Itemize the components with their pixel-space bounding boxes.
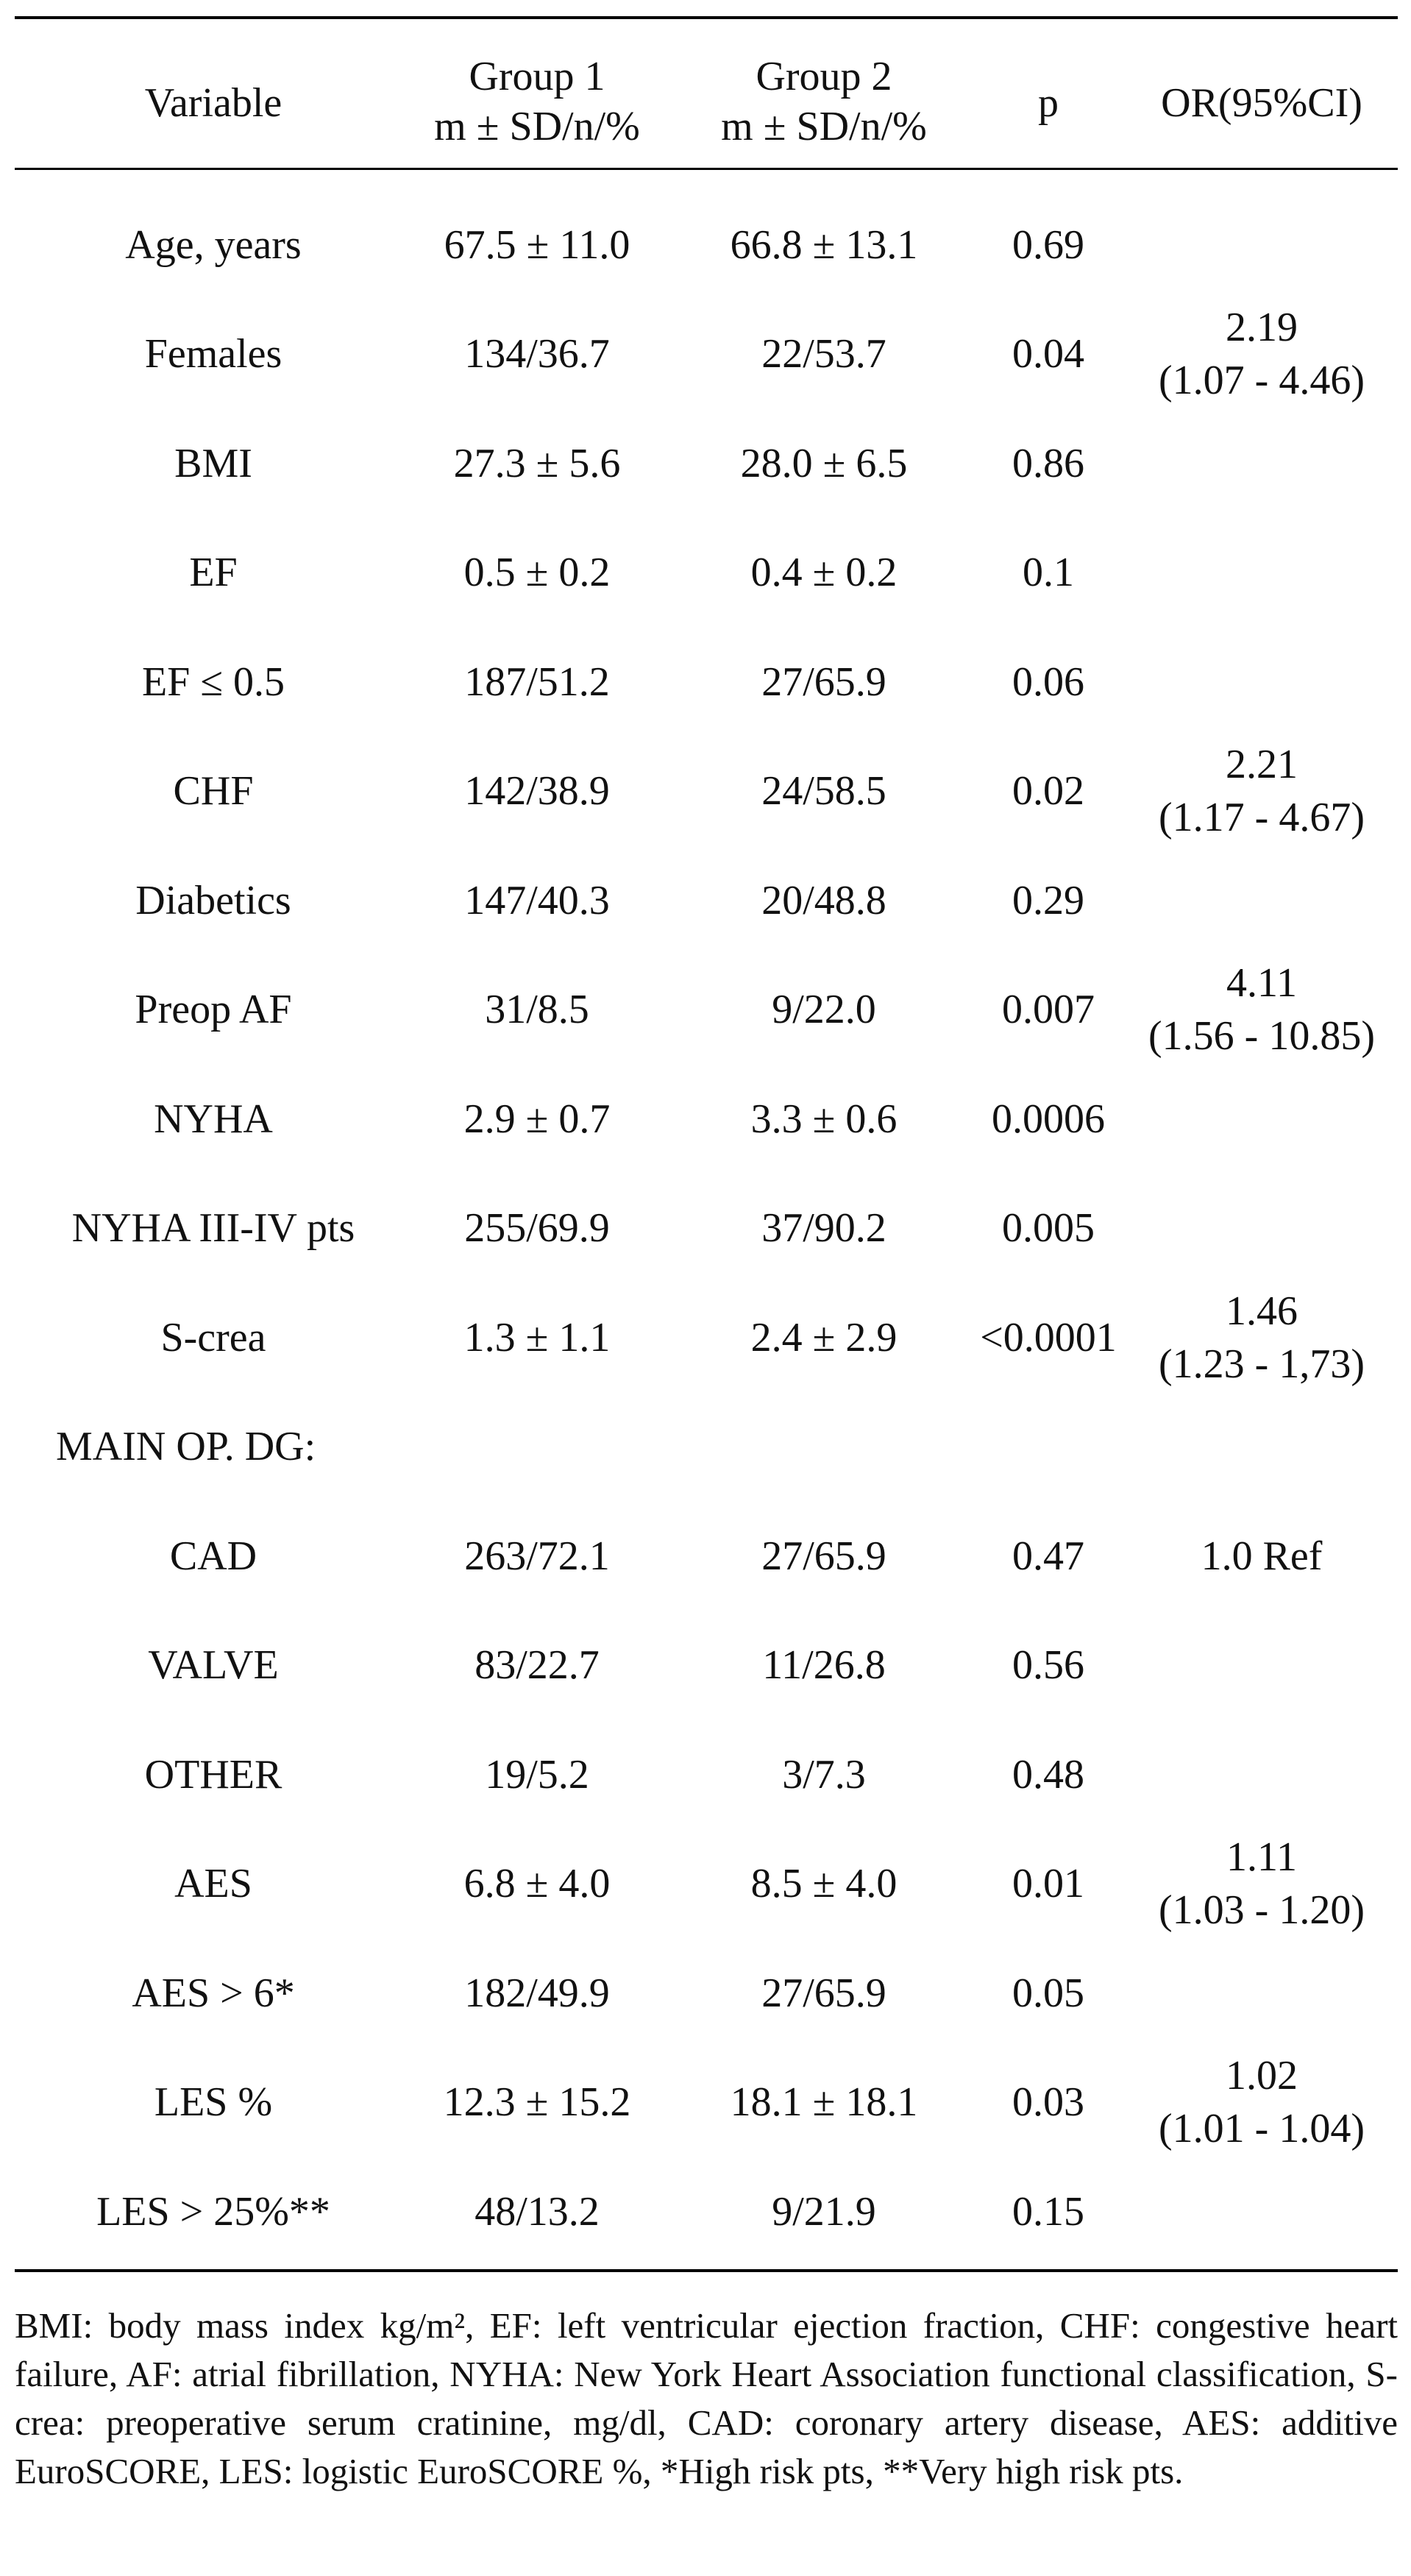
- section-label: MAIN OP. DG:: [56, 1424, 316, 1469]
- row-variable: Age, years: [125, 222, 302, 268]
- row-group1-value: 147/40.3: [464, 878, 610, 923]
- row-group2-value: 2.4 ± 2.9: [750, 1315, 898, 1360]
- row-group1-value: 67.5 ± 11.0: [444, 222, 630, 268]
- row-group1-value: 182/49.9: [464, 1970, 610, 2016]
- row-group1-value: 142/38.9: [464, 768, 610, 814]
- row-p-value: <0.0001: [980, 1315, 1117, 1360]
- row-p-value: 0.86: [1012, 441, 1084, 486]
- row-group2-value: 9/21.9: [772, 2189, 876, 2235]
- row-group2-value: 27/65.9: [761, 1533, 886, 1579]
- row-p-value: 0.29: [1012, 878, 1084, 923]
- row-variable: BMI: [174, 441, 252, 486]
- row-group2-value: 3/7.3: [782, 1752, 866, 1798]
- row-variable: Preop AF: [135, 987, 292, 1032]
- row-p-value: 0.05: [1012, 1970, 1084, 2016]
- row-p-value: 0.007: [1002, 987, 1095, 1032]
- row-group1-value: 263/72.1: [464, 1533, 610, 1579]
- row-variable: LES > 25%**: [96, 2189, 330, 2235]
- row-p-value: 0.005: [1002, 1205, 1095, 1251]
- row-group1-value: 83/22.7: [475, 1642, 600, 1688]
- row-group2-value: 37/90.2: [761, 1205, 886, 1251]
- row-variable: EF: [189, 550, 238, 595]
- row-odds-ratio: [1126, 738, 1398, 844]
- row-group1-value: 6.8 ± 4.0: [463, 1861, 611, 1906]
- row-variable: OTHER: [144, 1752, 282, 1798]
- row-group2-value: 18.1 ± 18.1: [730, 2079, 918, 2125]
- row-variable: AES: [174, 1861, 252, 1906]
- odds-ratio-ci: (1.56 - 10.85): [1148, 1013, 1375, 1059]
- odds-ratio-ci: (1.17 - 4.67): [1159, 795, 1365, 840]
- row-group1-value: 27.3 ± 5.6: [453, 441, 621, 486]
- row-group2-value: 27/65.9: [761, 659, 886, 705]
- row-p-value: 0.15: [1012, 2189, 1084, 2235]
- row-group2-value: 8.5 ± 4.0: [750, 1861, 898, 1906]
- row-p-value: 0.02: [1012, 768, 1084, 814]
- row-group1-value: 12.3 ± 15.2: [443, 2079, 631, 2125]
- header-group2: [684, 52, 964, 152]
- row-p-value: 0.1: [1023, 550, 1074, 595]
- row-variable: VALVE: [148, 1642, 279, 1688]
- row-p-value: 0.69: [1012, 222, 1084, 268]
- row-variable: S-crea: [160, 1315, 266, 1360]
- odds-ratio-value: 1.11: [1226, 1834, 1297, 1880]
- row-group2-value: 9/22.0: [772, 987, 876, 1032]
- odds-ratio-ci: (1.07 - 4.46): [1159, 358, 1365, 403]
- row-group1-value: 1.3 ± 1.1: [463, 1315, 611, 1360]
- header-group1-subtitle: m ± SD/n/%: [434, 104, 640, 149]
- row-variable: LES %: [154, 2079, 273, 2125]
- row-group2-value: 11/26.8: [762, 1642, 886, 1688]
- header-variable: Variable: [144, 80, 282, 126]
- row-group2-value: 0.4 ± 0.2: [750, 550, 898, 595]
- header-p: p: [1038, 80, 1059, 126]
- odds-ratio-value: 1.46: [1226, 1288, 1298, 1334]
- header-or: OR(95%CI): [1161, 80, 1362, 126]
- row-p-value: 0.47: [1012, 1533, 1084, 1579]
- row-variable: Diabetics: [135, 878, 291, 923]
- row-group1-value: 48/13.2: [475, 2189, 600, 2235]
- header-group1: [405, 52, 669, 152]
- row-p-value: 0.48: [1012, 1752, 1084, 1798]
- header-group1-title: Group 1: [469, 54, 605, 99]
- row-group1-value: 19/5.2: [485, 1752, 589, 1798]
- row-variable: NYHA: [154, 1096, 273, 1142]
- row-p-value: 0.0006: [992, 1096, 1105, 1142]
- row-group1-value: 0.5 ± 0.2: [463, 550, 611, 595]
- row-p-value: 0.01: [1012, 1861, 1084, 1906]
- row-odds-ratio: [1126, 2049, 1398, 2155]
- odds-ratio-value: 2.19: [1226, 305, 1298, 350]
- row-group1-value: 2.9 ± 0.7: [463, 1096, 611, 1142]
- row-group2-value: 22/53.7: [761, 331, 886, 377]
- odds-ratio-value: 1.0 Ref: [1201, 1533, 1323, 1579]
- row-group1-value: 255/69.9: [464, 1205, 610, 1251]
- row-variable: CAD: [169, 1533, 257, 1579]
- row-variable: AES > 6*: [132, 1970, 295, 2016]
- row-p-value: 0.06: [1012, 659, 1084, 705]
- odds-ratio-value: 1.02: [1226, 2053, 1298, 2098]
- table-footnote: BMI: body mass index kg/m², EF: left ventricular ejection fraction, CHF: congestive heart failure, AF: atrial fibrillation, NYHA: New York Heart Association functional classification, S-crea: preoperative serum cratinine, mg/dl, CAD: coronary artery disease, AES: additive EuroSCORE, LES: logistic EuroSCORE %, *High risk pts, **Very high risk pts.: [15, 2305, 1398, 2491]
- row-variable: Females: [144, 331, 282, 377]
- row-odds-ratio: [1126, 1285, 1398, 1391]
- row-group2-value: 66.8 ± 13.1: [730, 222, 918, 268]
- row-odds-ratio: [1126, 1530, 1398, 1583]
- row-variable: CHF: [173, 768, 254, 814]
- row-odds-ratio: [1126, 301, 1398, 407]
- table-header-rule: [15, 168, 1398, 170]
- row-group2-value: 28.0 ± 6.5: [740, 441, 908, 486]
- row-group2-value: 24/58.5: [761, 768, 886, 814]
- row-group2-value: 20/48.8: [761, 878, 886, 923]
- row-p-value: 0.03: [1012, 2079, 1084, 2125]
- odds-ratio-ci: (1.01 - 1.04): [1159, 2106, 1365, 2151]
- header-group2-title: Group 2: [756, 54, 892, 99]
- row-variable: EF ≤ 0.5: [141, 659, 285, 705]
- row-odds-ratio: [1126, 957, 1398, 1062]
- row-group2-value: 3.3 ± 0.6: [750, 1096, 898, 1142]
- odds-ratio-ci: (1.23 - 1,73): [1159, 1341, 1365, 1387]
- row-group1-value: 134/36.7: [464, 331, 610, 377]
- table-top-rule: [15, 16, 1398, 19]
- row-p-value: 0.56: [1012, 1642, 1084, 1688]
- odds-ratio-value: 2.21: [1226, 742, 1298, 787]
- row-group1-value: 31/8.5: [485, 987, 589, 1032]
- row-group1-value: 187/51.2: [464, 659, 610, 705]
- row-odds-ratio: [1126, 1831, 1398, 1937]
- row-p-value: 0.04: [1012, 331, 1084, 377]
- odds-ratio-value: 4.11: [1226, 960, 1297, 1006]
- row-variable: NYHA III-IV pts: [71, 1205, 355, 1251]
- row-group2-value: 27/65.9: [761, 1970, 886, 2016]
- table-bottom-rule: [15, 2269, 1398, 2272]
- header-group2-subtitle: m ± SD/n/%: [721, 104, 927, 149]
- odds-ratio-ci: (1.03 - 1.20): [1159, 1887, 1365, 1933]
